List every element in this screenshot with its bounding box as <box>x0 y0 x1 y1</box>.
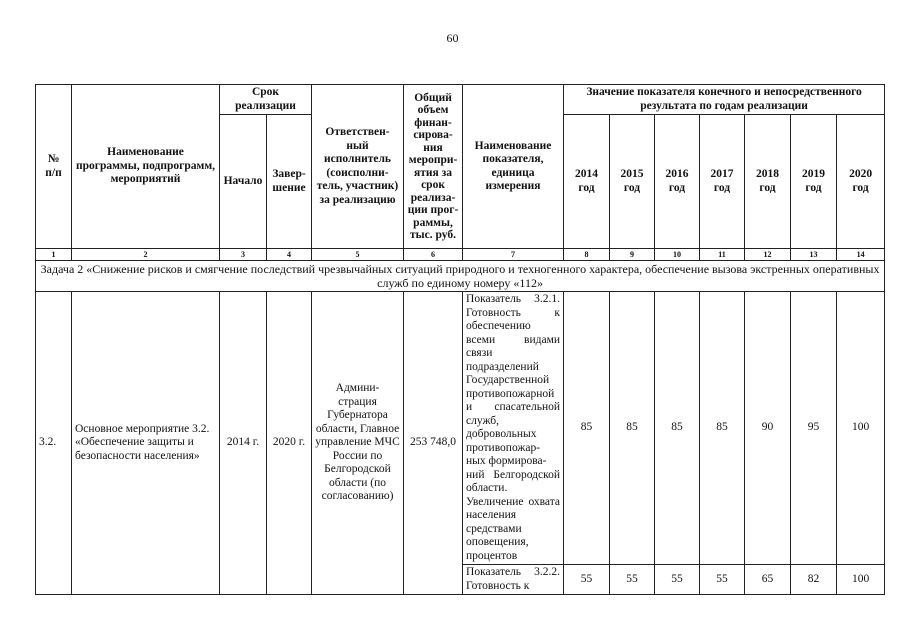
indicator-2-value-2019: 82 <box>791 565 837 595</box>
header-year-2015: 2015 год <box>610 115 655 249</box>
header-year-2017: 2017 год <box>700 115 745 249</box>
row-volume: 253 748,0 <box>404 292 463 595</box>
header-executor: Ответствен- ный исполнитель (соисполни- тель, участник) за реализацию <box>312 85 404 249</box>
task-title: Задача 2 «Снижение рисков и смягчение последствий чрезвычайных ситуаций природного и техногенного характера, обеспечение вызова экстренных оперативных служб по единому номеру «112» <box>36 261 885 292</box>
row-num: 3.2. <box>36 292 72 595</box>
indicator-1-value-2020: 100 <box>837 292 885 565</box>
header-year-2020: 2020 год <box>837 115 885 249</box>
col-number: 11 <box>700 249 745 261</box>
indicator-2-value-2016: 55 <box>655 565 700 595</box>
header-start: Начало <box>220 115 267 249</box>
indicator-1-text: Показатель 3.2.1. Готовность к обеспечению всеми видами связи подразделений Государственной противопожарной и спасательной служб, добровольных противопожар- ных формирова- ний Белгородской области. Увеличение охвата населения средствами оповещения, процентов <box>463 292 564 565</box>
indicator-1-value-2015: 85 <box>610 292 655 565</box>
indicator-2-value-2017: 55 <box>700 565 745 595</box>
col-number: 12 <box>745 249 791 261</box>
indicator-1-value-2014: 85 <box>564 292 610 565</box>
table-row <box>36 292 885 565</box>
header-name: Наименование программы, подпрограмм, мероприятий <box>72 85 220 249</box>
header-values-group: Значение показателя конечного и непосредственного результата по годам реализации <box>564 85 885 115</box>
col-number: 2 <box>72 249 220 261</box>
header-term: Срок реализации <box>220 85 312 115</box>
header-indicator: Наименование показателя, единица измерения <box>463 85 564 249</box>
col-number: 14 <box>837 249 885 261</box>
page-number: 60 <box>446 31 459 45</box>
indicator-1-value-2017: 85 <box>700 292 745 565</box>
header-year-2019: 2019 год <box>791 115 837 249</box>
header-end: Завер- шение <box>267 115 312 249</box>
indicator-2-value-2018: 65 <box>745 565 791 595</box>
program-table <box>35 84 885 595</box>
col-number: 4 <box>267 249 312 261</box>
col-number: 3 <box>220 249 267 261</box>
row-name: Основное мероприятие 3.2. «Обеспечение защиты и безопасности населения» <box>72 292 220 595</box>
indicator-1-value-2018: 90 <box>745 292 791 565</box>
header-volume: Общий объем финан- сирова- ния меропри- ятия за срок реализа- ции прог- раммы, тыс. руб. <box>404 85 463 249</box>
indicator-2-text: Показатель 3.2.2. Готовность к <box>463 565 564 595</box>
col-number: 1 <box>36 249 72 261</box>
header-year-2014: 2014 год <box>564 115 610 249</box>
task-row <box>36 261 885 292</box>
row-start: 2014 г. <box>220 292 267 595</box>
indicator-2-value-2015: 55 <box>610 565 655 595</box>
indicator-2-value-2014: 55 <box>564 565 610 595</box>
col-number: 10 <box>655 249 700 261</box>
col-number: 7 <box>463 249 564 261</box>
header-num: № п/п <box>36 85 72 249</box>
column-number-row <box>36 249 885 261</box>
col-number: 6 <box>404 249 463 261</box>
col-number: 5 <box>312 249 404 261</box>
indicator-1-value-2019: 95 <box>791 292 837 565</box>
indicator-1-value-2016: 85 <box>655 292 700 565</box>
header-year-2018: 2018 год <box>745 115 791 249</box>
col-number: 8 <box>564 249 610 261</box>
col-number: 13 <box>791 249 837 261</box>
row-executor: Админи- страция Губернатора области, Главное управление МЧС России по Белгородской области (по согласованию) <box>312 292 404 595</box>
indicator-2-value-2020: 100 <box>837 565 885 595</box>
col-number: 9 <box>610 249 655 261</box>
row-end: 2020 г. <box>267 292 312 595</box>
header-year-2016: 2016 год <box>655 115 700 249</box>
